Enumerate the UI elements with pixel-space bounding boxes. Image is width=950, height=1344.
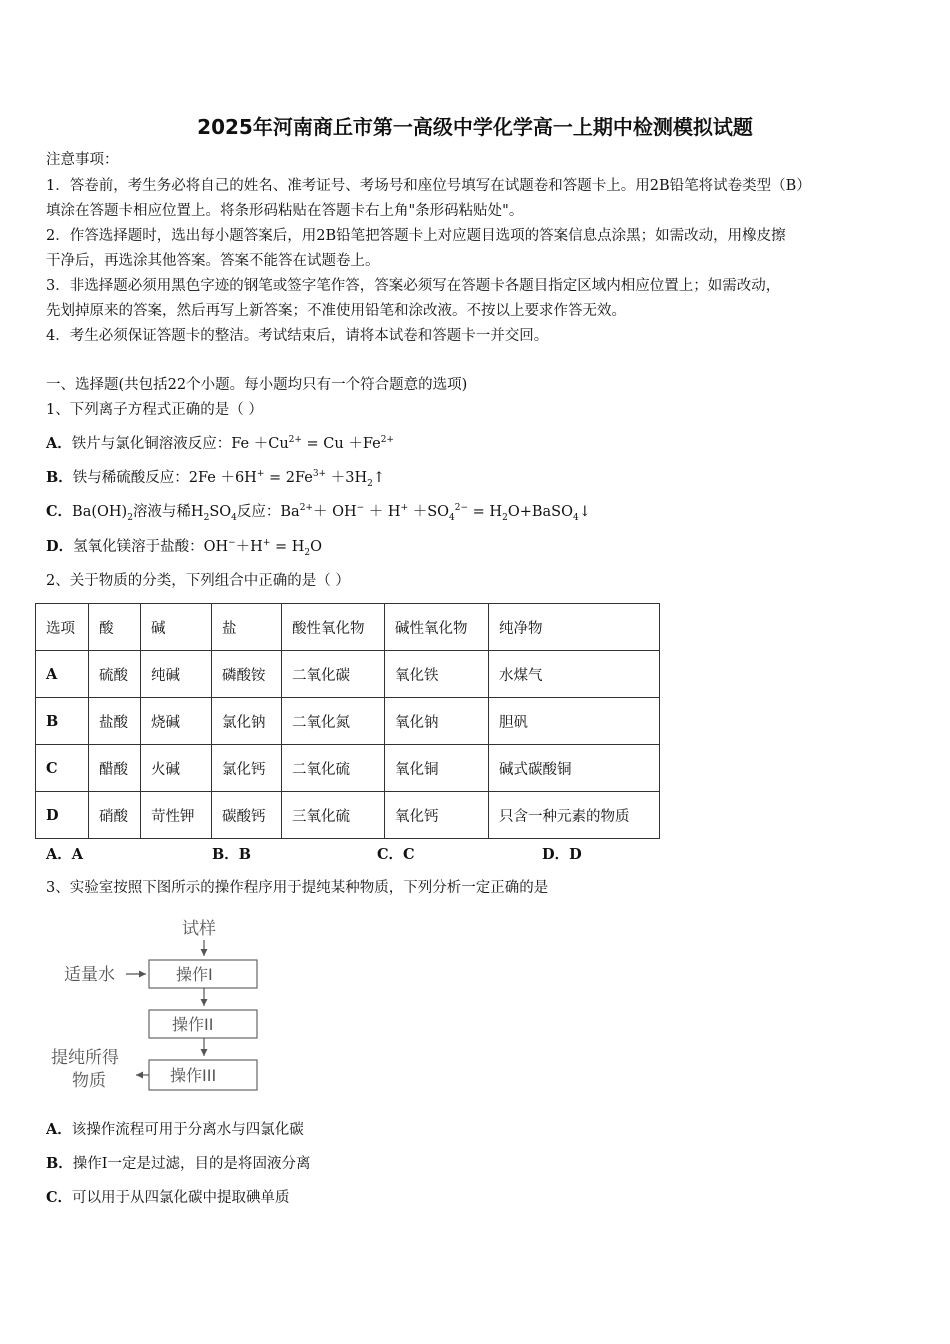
table-header-cell: 碱 — [141, 604, 212, 651]
flow-water-label: 适量水 — [64, 965, 115, 985]
question-1-option-c[interactable]: C．$Ba(OH)_2$溶液与稀$H_2SO_4$反应：$Ba^{2+}+ OH^- + H^+ +SO_4^{2-}$ = $H_2O+BaSO_4↓$ — [46, 503, 591, 523]
notice-line: 2．作答选择题时，选出每小题答案后，用2B铅笔把答题卡上对应题目选项的答案信息点涂黑；如需改动，用橡皮擦 — [46, 228, 786, 244]
option-label: A． — [46, 435, 72, 452]
question-3-option-b[interactable]: B．操作I一定是过滤，目的是将固液分离 — [46, 1155, 311, 1172]
table-cell: 只含一种元素的物质 — [489, 792, 660, 839]
notice-line: 4．考生必须保证答题卡的整洁。考试结束后，请将本试卷和答题卡一并交回。 — [46, 328, 549, 344]
question-2-choice-d[interactable]: D．D — [542, 846, 582, 863]
option-label: A． — [46, 1121, 72, 1138]
table-cell: 氧化铜 — [385, 745, 489, 792]
flow-op2-label: 操作II — [172, 1015, 214, 1034]
table-cell: 二氧化氮 — [282, 698, 385, 745]
page-title: 2025年河南商丘市第一高级中学化学高一上期中检测模拟试题 — [197, 115, 753, 139]
flow-op3-label: 操作III — [170, 1066, 217, 1085]
table-cell: 氧化钠 — [385, 698, 489, 745]
table-cell: 胆矾 — [489, 698, 660, 745]
question-3-option-a[interactable]: A．该操作流程可用于分离水与四氯化碳 — [46, 1121, 304, 1138]
table-row — [36, 698, 660, 745]
table-header-row — [36, 604, 660, 651]
notice-line: 先划掉原来的答案，然后再写上新答案；不准使用铅笔和涂改液。不按以上要求作答无效。 — [46, 303, 626, 319]
table-cell: 纯碱 — [141, 651, 212, 698]
table-row — [36, 792, 660, 839]
notice-line: 3．非选择题必须用黑色字迹的钢笔或签字笔作答，答案必须写在答题卡各题目指定区域内相应位置上；如需改动， — [46, 278, 781, 294]
notice-line: 1．答卷前，考生务必将自己的姓名、准考证号、考场号和座位号填写在试题卷和答题卡上。用2B铅笔将试卷类型（B） — [46, 178, 811, 194]
question-3-stem: 3、实验室按照下图所示的操作程序用于提纯某种物质，下列分析一定正确的是 — [46, 880, 549, 896]
table-header-cell: 酸 — [89, 604, 141, 651]
table-cell: 三氧化硫 — [282, 792, 385, 839]
table-cell: 氯化钙 — [212, 745, 282, 792]
table-header-cell: 盐 — [212, 604, 282, 651]
table-cell: C — [36, 745, 89, 792]
table-cell: 氯化钠 — [212, 698, 282, 745]
table-cell: 苛性钾 — [141, 792, 212, 839]
table-header-cell: 碱性氧化物 — [385, 604, 489, 651]
table-cell: 水煤气 — [489, 651, 660, 698]
question-2-choice-a[interactable]: A．A — [46, 846, 84, 863]
table-row — [36, 745, 660, 792]
table-cell: 氧化铁 — [385, 651, 489, 698]
flow-op1-label: 操作I — [176, 965, 213, 984]
question-2-stem: 2、关于物质的分类，下列组合中正确的是（ ） — [46, 573, 350, 589]
precipitate-arrow-icon: ↓ — [578, 504, 591, 520]
flow-result-label-line1: 提纯所得 — [51, 1048, 119, 1068]
table-cell: D — [36, 792, 89, 839]
classification-table — [35, 603, 660, 839]
question-3-option-c[interactable]: C．可以用于从四氯化碳中提取碘单质 — [46, 1189, 290, 1206]
question-1-option-b[interactable]: B．铁与稀硫酸反应：$2Fe +6H^+ = 2Fe^{3+}$ $+3H_2↑$ — [46, 469, 385, 489]
option-label: C． — [46, 1189, 73, 1206]
table-cell: 碱式碳酸铜 — [489, 745, 660, 792]
table-header-cell: 选项 — [36, 604, 89, 651]
table-cell: 火碱 — [141, 745, 212, 792]
purification-flow-diagram — [46, 910, 276, 1095]
notice-line: 填涂在答题卡相应位置上。将条形码粘贴在答题卡右上角"条形码粘贴处"。 — [46, 203, 524, 219]
table-cell: 二氧化碳 — [282, 651, 385, 698]
table-cell: 盐酸 — [89, 698, 141, 745]
section-heading: 一、选择题(共包括22个小题。每小题均只有一个符合题意的选项) — [46, 377, 468, 393]
table-header-cell: 纯净物 — [489, 604, 660, 651]
table-cell: 硫酸 — [89, 651, 141, 698]
question-1-stem: 1、下列离子方程式正确的是（ ） — [46, 402, 263, 418]
option-label: B． — [46, 1155, 73, 1172]
table-cell: 碳酸钙 — [212, 792, 282, 839]
option-label: C． — [46, 503, 73, 520]
table-header-cell: 酸性氧化物 — [282, 604, 385, 651]
table-row — [36, 651, 660, 698]
question-2-choice-c[interactable]: C．C — [377, 846, 415, 863]
notice-heading: 注意事项： — [46, 152, 119, 168]
flow-result-label-line2: 物质 — [72, 1071, 106, 1091]
table-cell: 烧碱 — [141, 698, 212, 745]
question-2-choice-b[interactable]: B．B — [212, 846, 252, 863]
table-cell: 磷酸铵 — [212, 651, 282, 698]
question-1-option-a[interactable]: A．铁片与氯化铜溶液反应：$Fe +Cu^{2+} = Cu +Fe^{2+}$ — [46, 435, 394, 452]
option-label: D． — [46, 538, 74, 555]
table-cell: 氧化钙 — [385, 792, 489, 839]
table-cell: B — [36, 698, 89, 745]
question-1-option-d[interactable]: D．氢氧化镁溶于盐酸：$OH^-+H^+ = H_2O$ — [46, 538, 323, 558]
option-label: B． — [46, 469, 73, 486]
table-cell: 二氧化硫 — [282, 745, 385, 792]
table-cell: 醋酸 — [89, 745, 141, 792]
notice-line: 干净后，再选涂其他答案。答案不能答在试题卷上。 — [46, 253, 380, 269]
gas-arrow-icon: ↑ — [372, 470, 385, 486]
table-cell: 硝酸 — [89, 792, 141, 839]
flow-sample-label: 试样 — [182, 919, 216, 939]
table-cell: A — [36, 651, 89, 698]
